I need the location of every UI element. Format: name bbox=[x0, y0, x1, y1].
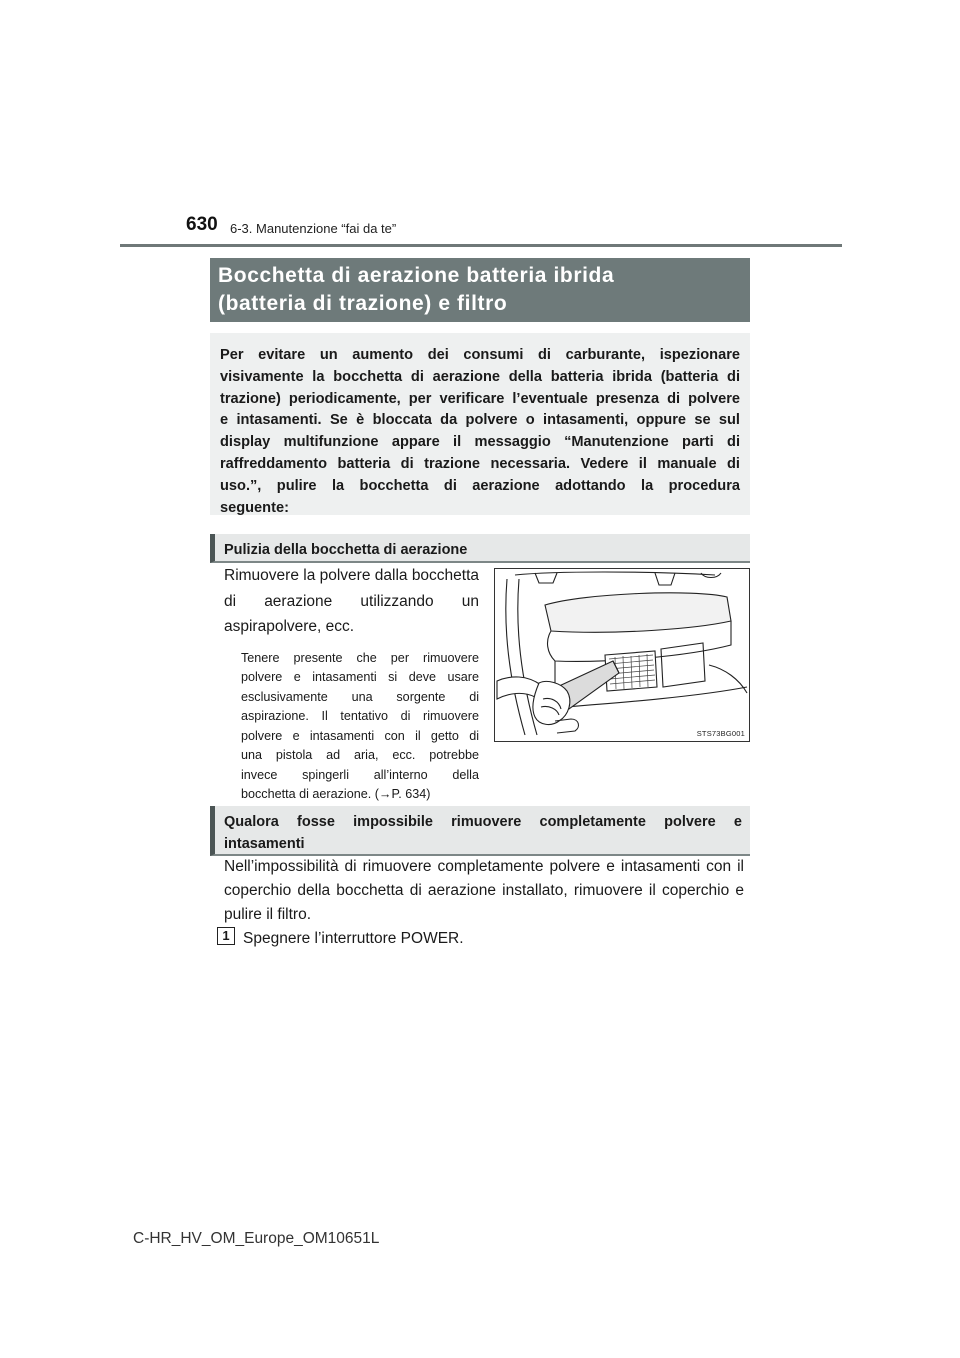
intro-line: Per evitare un aumento dei consumi di carburante, ispezionare bbox=[220, 347, 740, 363]
body-line: coperchio della bocchetta di aerazione installato, rimuovere il coperchio e bbox=[224, 882, 744, 899]
vent-cleaning-illustration bbox=[494, 568, 750, 742]
step-text: Spegnere l’interruttore POWER. bbox=[243, 930, 464, 947]
intro-line: uso.”, pulire la bocchetta di aerazione adottando la procedura bbox=[220, 477, 740, 494]
section-heading-line: intasamenti bbox=[224, 836, 305, 852]
note-line: esclusivamente una sorgente di bbox=[241, 689, 479, 704]
intro-line: raffreddamento batteria di trazione necessaria. Vedere il manuale di bbox=[220, 455, 740, 472]
title-banner bbox=[210, 258, 750, 322]
section-heading-line: Qualora fosse impossibile rimuovere completamente polvere e bbox=[224, 814, 742, 830]
body-line: di aerazione utilizzando un bbox=[224, 592, 479, 610]
note-line: polvere e intasamenti si deve usare bbox=[241, 670, 479, 684]
intro-line: trazione) periodicamente, per verificare l’eventuale presenza di polvere bbox=[220, 390, 740, 407]
note-line: polvere e intasamenti con il getto di bbox=[241, 728, 479, 743]
body-line: aspirapolvere, ecc. bbox=[224, 618, 355, 635]
header-rule bbox=[120, 244, 842, 247]
illustration-drawing bbox=[495, 569, 749, 741]
note-line: Tenere presente che per rimuovere bbox=[241, 650, 479, 665]
note-line: una pistola ad aria, ecc. potrebbe bbox=[241, 748, 479, 762]
chapter-label: 6-3. Manutenzione “fai da te” bbox=[230, 221, 397, 236]
body-line: Nell’impossibilità di rimuovere completamente polvere e intasamenti con il bbox=[224, 858, 744, 875]
page-number: 630 bbox=[186, 214, 218, 235]
note-line: invece spingerli all’interno della bbox=[241, 767, 479, 782]
intro-box bbox=[210, 333, 750, 515]
body-line: Rimuovere la polvere dalla bocchetta bbox=[224, 567, 480, 584]
body-line: pulire il filtro. bbox=[224, 906, 311, 923]
intro-line: seguente: bbox=[220, 499, 289, 516]
step-number-badge: 1 bbox=[217, 927, 235, 945]
note-line: bocchetta di aerazione. (→P. 634) bbox=[241, 787, 431, 801]
cleaning-instructions bbox=[224, 563, 479, 805]
intro-line: display multifunzione appare il messaggio “Manutenzione parti di bbox=[220, 434, 740, 451]
section-heading-cleaning bbox=[210, 534, 750, 563]
page-title-line: (batteria di trazione) e filtro bbox=[218, 292, 508, 315]
figure-code: STS73BG001 bbox=[696, 729, 745, 738]
intro-line: visivamente la bocchetta di aerazione della batteria ibrida (batteria di bbox=[220, 368, 740, 385]
section-heading-line: Pulizia della bocchetta di aerazione bbox=[224, 542, 468, 558]
intro-line: e intasamenti. Se è bloccata da polvere o intasamenti, oppure se sul bbox=[220, 412, 740, 429]
document-footer: C-HR_HV_OM_Europe_OM10651L bbox=[133, 1230, 380, 1247]
filter-instructions bbox=[224, 855, 744, 927]
note-block bbox=[241, 649, 479, 805]
note-line: aspirazione. Il tentativo di rimuovere bbox=[241, 709, 479, 723]
section-heading-filter bbox=[210, 806, 750, 856]
page-title-line: Bocchetta di aerazione batteria ibrida bbox=[218, 264, 615, 287]
